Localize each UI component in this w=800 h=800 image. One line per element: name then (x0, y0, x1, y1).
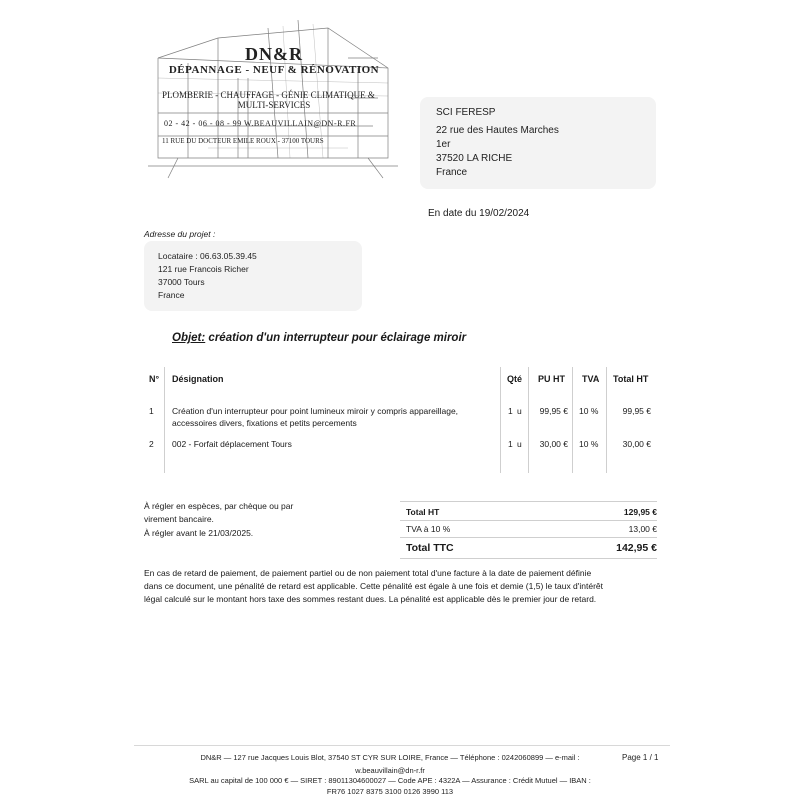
col-header-tva: TVA (582, 374, 600, 384)
totals-divider (400, 520, 657, 521)
tva-value: 13,00 € (628, 524, 657, 534)
logo-services-cont: MULTI-SERVICES (237, 100, 311, 110)
project-country: France (158, 290, 185, 300)
project-tenant: Locataire : 06.63.05.39.45 (158, 251, 257, 261)
client-city: 37520 LA RICHE (436, 153, 513, 164)
footer-company: DN&R — 127 rue Jacques Louis Blot, 37540 ST CYR SUR LOIRE, France — Téléphone : 0242060899 — e-mail : (200, 753, 580, 762)
row-designation: Création d'un interrupteur pour point lumineux miroir y compris appareillage, (172, 406, 459, 416)
row-num: 1 (149, 406, 154, 416)
notice-line: dans ce document, une pénalité de retard est applicable. Cette pénalité est égale à une fois et demie (1,5) le taux d'intérêt (144, 581, 604, 591)
row-tva: 10 % (579, 406, 599, 416)
project-city: 37000 Tours (158, 277, 205, 287)
row-unit: u (517, 439, 522, 449)
late-payment-notice (144, 567, 664, 606)
row-qty: 1 (508, 439, 513, 449)
row-unit-price: 30,00 € (539, 439, 568, 449)
company-logo (148, 18, 400, 186)
row-total: 99,95 € (622, 406, 651, 416)
notice-line: légal calculé sur le montant hors taxe des sommes restant dues. La pénalité est applicable dès le premier jour de retard. (144, 594, 597, 604)
table-divider (164, 367, 165, 473)
row-tva: 10 % (579, 439, 599, 449)
logo-address: 11 RUE DU DOCTEUR EMILE ROUX - 37100 TOURS (162, 137, 324, 145)
notice-line: En cas de retard de paiement, de paiement partiel ou de non paiement total d'une facture à la date de paiement définie (144, 568, 592, 578)
tva-label: TVA à 10 % (406, 524, 451, 534)
subject-key: Objet: (172, 332, 206, 344)
project-address-box (144, 241, 362, 311)
logo-services: PLOMBERIE - CHAUFFAGE - GÉNIE CLIMATIQUE & (162, 90, 375, 100)
document-date: En date du 19/02/2024 (428, 208, 530, 219)
col-header-num: N° (149, 374, 160, 384)
col-header-total: Total HT (613, 374, 649, 384)
payment-deadline: À régler avant le 21/03/2025. (144, 528, 254, 538)
client-address-box (420, 97, 656, 189)
table-divider (528, 367, 529, 473)
table-divider (500, 367, 501, 473)
table-divider (572, 367, 573, 473)
col-header-designation: Désignation (172, 374, 224, 384)
client-country: France (436, 167, 468, 178)
project-address-label: Adresse du projet : (144, 229, 216, 239)
footer-email: w.beauvillain@dn-r.fr (355, 766, 425, 775)
payment-terms: À régler en espèces, par chèque ou par (144, 501, 294, 511)
row-qty: 1 (508, 406, 513, 416)
logo-contact: 02 - 42 - 06 - 08 - 99 W.BEAUVILLAIN@DN-R.FR (164, 119, 357, 128)
row-num: 2 (149, 439, 154, 449)
subject-text: création d'un interrupteur pour éclairage miroir (205, 332, 467, 344)
subject-line (172, 332, 466, 344)
row-unit-price: 99,95 € (539, 406, 568, 416)
client-floor: 1er (436, 139, 451, 150)
total-ht-value: 129,95 € (623, 507, 657, 517)
footer-iban: FR76 1027 8375 3100 0126 3990 113 (326, 787, 454, 796)
table-divider (606, 367, 607, 473)
client-name: SCI FERESP (436, 107, 496, 118)
logo-tagline: DÉPANNAGE - NEUF & RÉNOVATION (168, 64, 380, 76)
row-designation-cont: accessoires divers, fixations et petits percements (172, 418, 357, 428)
payment-terms-cont: virement bancaire. (144, 514, 214, 524)
total-ttc-label: Total TTC (406, 542, 454, 554)
col-header-qty: Qté (507, 374, 523, 384)
row-unit: u (517, 406, 522, 416)
client-street: 22 rue des Hautes Marches (436, 125, 559, 136)
total-ht-label: Total HT (406, 507, 440, 517)
project-street: 121 rue Francois Richer (158, 264, 249, 274)
page-number: Page 1 / 1 (622, 753, 659, 762)
logo-brand: DN&R (245, 44, 303, 64)
row-total: 30,00 € (622, 439, 651, 449)
footer-legal: SARL au capital de 100 000 € — SIRET : 89011304600027 — Code APE : 4322A — Assurance : Crédit Mutuel — IBAN : (189, 776, 591, 785)
totals-divider (400, 537, 657, 538)
col-header-pu: PU HT (538, 374, 565, 384)
totals-divider (400, 558, 657, 559)
row-designation: 002 - Forfait déplacement Tours (172, 439, 292, 449)
totals-divider (400, 501, 657, 502)
total-ttc-value: 142,95 € (616, 542, 657, 554)
footer-divider (134, 745, 670, 746)
